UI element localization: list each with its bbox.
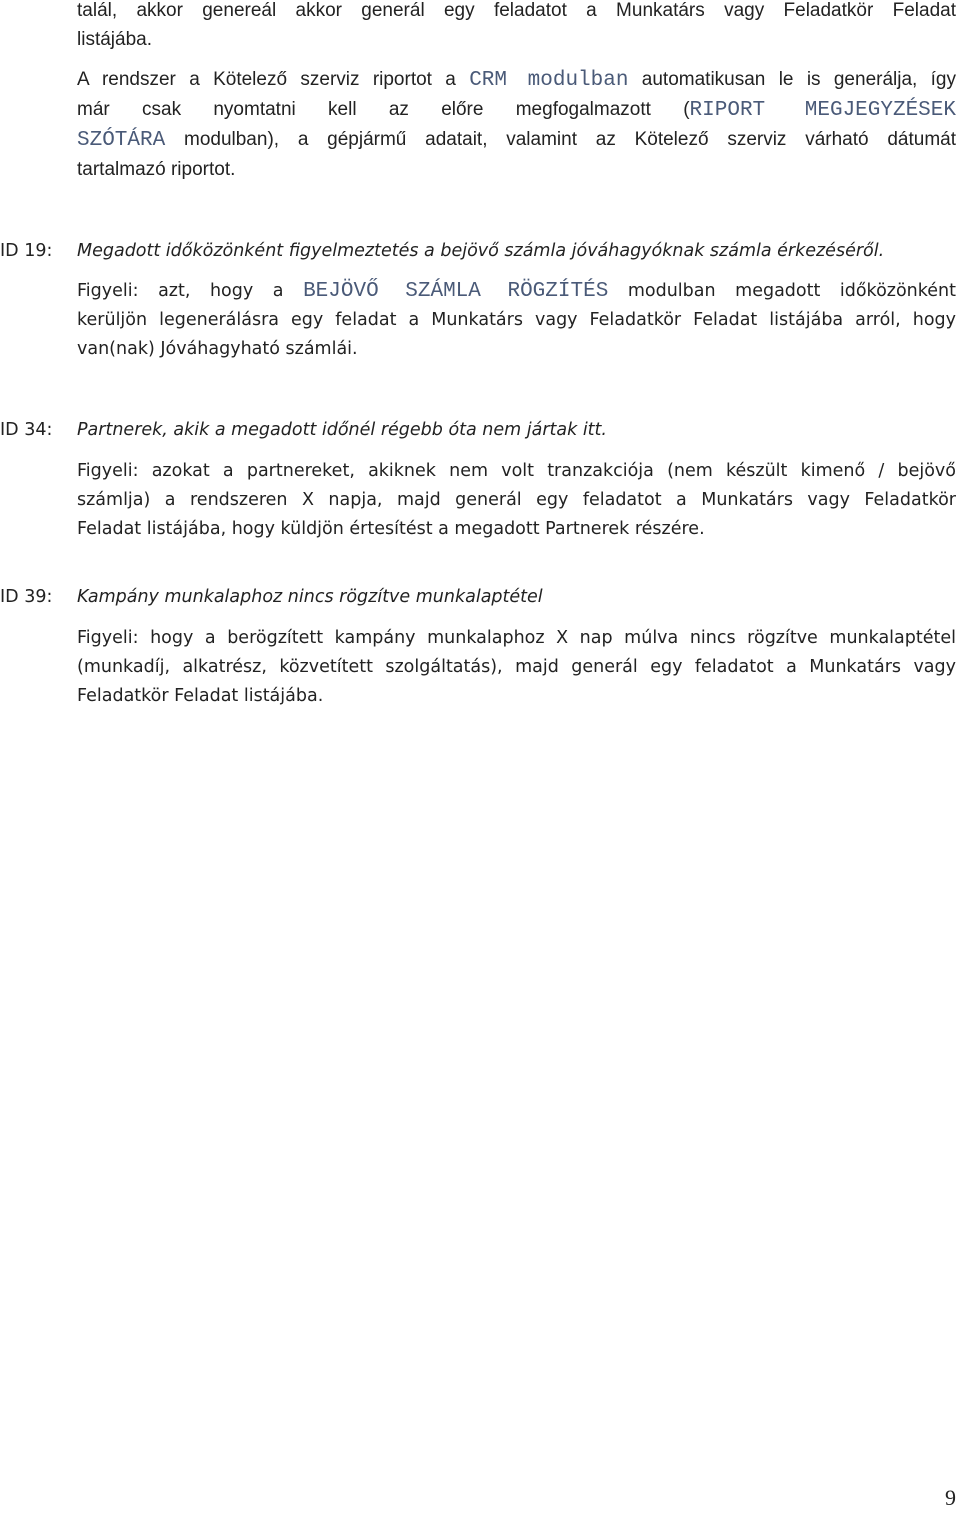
figyeli-label: Figyeli:: [77, 628, 139, 648]
module-name: BEJÖVŐ SZÁMLA RÖGZÍTÉS: [303, 280, 609, 303]
paragraph-line: van(nak) Jóváhagyható számlái.: [77, 339, 358, 359]
section-body: [77, 457, 956, 544]
paragraph-line: Figyeli: azokat a partnereket, akiknek nem volt tranzakciója (nem készült kimenő / bejövő: [77, 461, 956, 481]
section-id-label: ID 34:: [0, 420, 53, 440]
paragraph-line: SZÓTÁRA modulban), a gépjármű adatait, valamint az Kötelező szerviz várható dátumát: [77, 129, 956, 152]
intro-paragraph: [77, 0, 956, 54]
paragraph-line: Feladat listájába, hogy küldjön értesítést a megadott Partnerek részére.: [77, 519, 705, 539]
figyeli-label: Figyeli:: [77, 281, 139, 301]
module-name: CRM modulban: [469, 69, 629, 92]
section-heading: Kampány munkalaphoz nincs rögzítve munkalaptétel: [77, 587, 543, 607]
section-heading: Partnerek, akik a megadott időnél régebb óta nem jártak itt.: [77, 420, 607, 440]
paragraph-line: kerüljön legenerálásra egy feladat a Munkatárs vagy Feladatkör Feladat listájába arról, hogy: [77, 310, 956, 330]
intro-line: listájába.: [77, 29, 152, 50]
paragraph-line: A rendszer a Kötelező szerviz riportot a CRM modulban automatikusan le is generálja, így: [77, 69, 956, 92]
figyeli-label: Figyeli:: [77, 461, 139, 481]
paragraph-line: Figyeli: azt, hogy a BEJÖVŐ SZÁMLA RÖGZÍTÉS modulban megadott időközönként: [77, 280, 956, 303]
crm-paragraph: [77, 65, 956, 184]
module-name: SZÓTÁRA: [77, 129, 166, 152]
section-body: [77, 277, 956, 364]
section-id-label: ID 39:: [0, 587, 53, 607]
paragraph-line: (munkadíj, alkatrész, közvetített szolgáltatás), majd generál egy feladatot a Munkatárs vagy: [77, 657, 956, 677]
paragraph-line: Figyeli: hogy a berögzített kampány munkalaphoz X nap múlva nincs rögzítve munkalaptétel: [77, 628, 956, 648]
section-heading: Megadott időközönként figyelmeztetés a bejövő számla jóváhagyóknak számla érkezéséről.: [77, 241, 885, 261]
paragraph-line: már csak nyomtatni kell az előre megfogalmazott (RIPORT MEGJEGYZÉSEK: [77, 99, 956, 122]
paragraph-line: Feladatkör Feladat listájába.: [77, 686, 324, 706]
intro-line: talál, akkor genereál akkor generál egy feladatot a Munkatárs vagy Feladatkör Feladat: [77, 0, 956, 21]
paragraph-line: számlja) a rendszeren X napja, majd generál egy feladatot a Munkatárs vagy Feladatkör: [77, 490, 956, 510]
section-id-label: ID 19:: [0, 241, 53, 261]
paragraph-line: tartalmazó riportot.: [77, 159, 236, 180]
section-body: [77, 624, 956, 711]
page-number: 9: [945, 1485, 956, 1510]
module-name: RIPORT MEGJEGYZÉSEK: [689, 99, 956, 122]
